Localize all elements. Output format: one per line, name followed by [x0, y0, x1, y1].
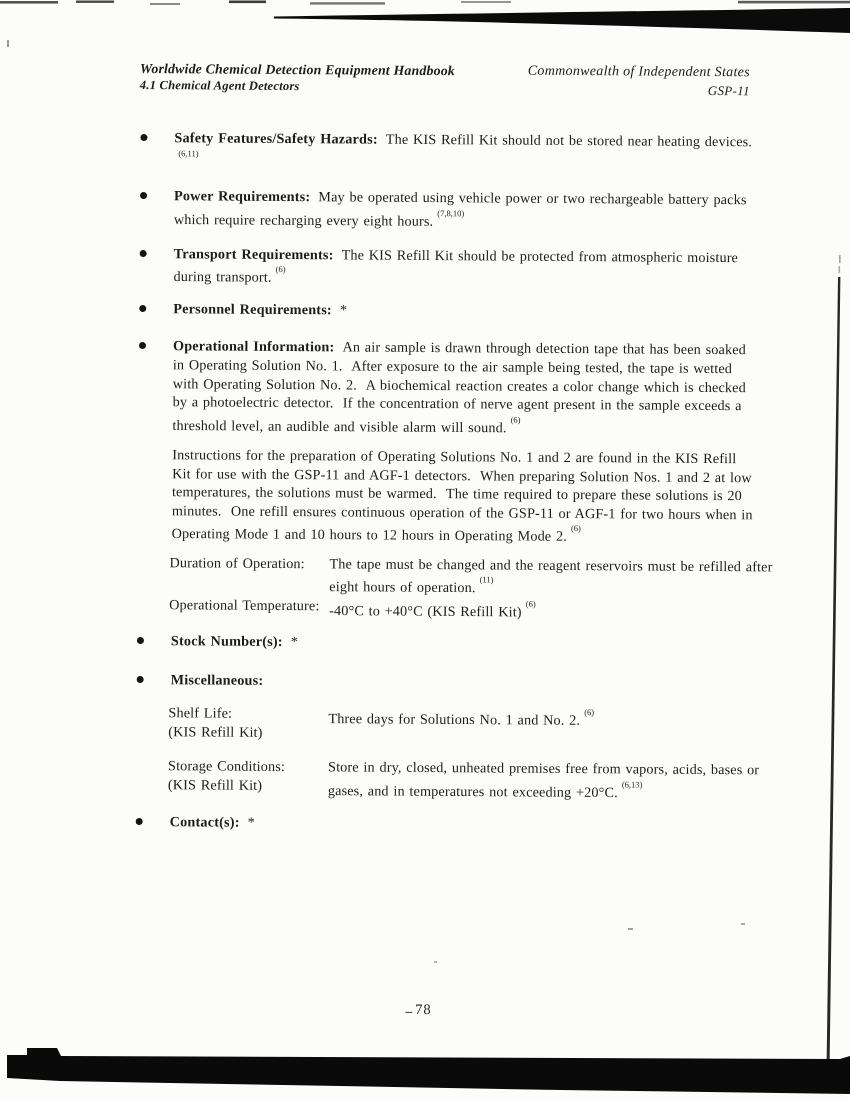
bullet-item-contact — [135, 813, 757, 836]
row-shelf-life — [168, 704, 757, 745]
field-text-operational: An air sample is drawn through detection tape that has been soaked in Operating Solution No. 1. After exposure to the air sample being tested, the tape is wetted with Operating Solution No. 2. A biochemical reaction creates a color change which is checked by a photoelectric detector. If the concentration of nerve agent present in the sample exceeds a threshold level, an audible and visible alarm will sound. — [172, 339, 751, 437]
asterisk-placeholder: * — [339, 302, 348, 319]
footnote-ref: (6,13) — [621, 779, 643, 790]
field-label-contact: Contact(s): — [169, 814, 240, 832]
storage-conditions-label — [168, 758, 328, 801]
row-operational-temperature — [169, 596, 758, 623]
bullet-item-transport — [138, 245, 760, 291]
header-right — [528, 63, 750, 100]
storage-conditions-label-line1: Storage Conditions: — [168, 758, 286, 776]
bullet-icon — [140, 250, 147, 257]
bullet-icon — [140, 192, 147, 199]
bullet-icon — [139, 342, 146, 349]
footnote-ref: (6) — [584, 707, 595, 718]
field-text-transport: The KIS Refill Kit should be protected from atmospheric moisture during transport. — [173, 247, 743, 287]
bullet-item-miscellaneous — [136, 671, 758, 694]
storage-conditions-text: Store in dry, closed, unheated premises free from vapors, acids, bases or gases, and in temperatures not exceeding +20°C. — [327, 759, 764, 802]
footnote-ref: (6) — [570, 523, 581, 534]
storage-conditions-value — [328, 759, 783, 804]
model-number: GSP-11 — [707, 82, 750, 99]
field-label-power: Power Requirements: — [173, 188, 311, 206]
header-left — [140, 60, 455, 97]
bullet-item-operational — [137, 337, 760, 439]
temperature-text: -40°C to +40°C (KIS Refill Kit) — [329, 602, 522, 621]
duration-text: The tape must be changed and the reagent reservoirs must be refilled after eight hours of operation. — [329, 556, 778, 597]
row-storage-conditions — [167, 758, 764, 804]
bullet-item-safety — [139, 129, 761, 175]
field-label-safety: Safety Features/Safety Hazards: — [174, 130, 378, 148]
row-duration-of-operation — [169, 554, 778, 600]
shelf-life-label-line2: (KIS Refill Kit) — [168, 724, 263, 741]
temperature-label: Operational Temperature: — [169, 596, 320, 614]
footnote-ref: (7,8,10) — [437, 207, 465, 218]
region-title: Commonwealth of Independent States — [527, 63, 750, 81]
bullet-item-personnel — [138, 300, 760, 323]
footnote-ref: (6) — [525, 598, 536, 609]
temperature-value — [329, 597, 784, 624]
shelf-life-label — [168, 704, 328, 742]
page-number: 78 — [0, 999, 843, 1022]
field-label-transport: Transport Requirements: — [173, 246, 334, 264]
field-text-power: May be operated using vehicle power or two rechargeable battery packs which require recharging every eight hours. — [173, 189, 752, 230]
footnote-ref: (6,11) — [178, 147, 199, 159]
bullet-icon — [136, 818, 143, 825]
footnote-ref: (6) — [275, 264, 286, 275]
handbook-title: Worldwide Chemical Detection Equipment Handbook — [139, 60, 455, 79]
field-label-operational: Operational Information: — [172, 338, 335, 356]
bullet-icon — [137, 676, 144, 683]
field-label-stock: Stock Number(s): — [170, 633, 283, 651]
asterisk-placeholder: * — [290, 634, 298, 651]
duration-label: Duration of Operation: — [169, 554, 305, 572]
bullet-icon — [139, 305, 146, 312]
footnote-ref: (6) — [510, 414, 521, 425]
duration-value — [329, 555, 784, 600]
storage-conditions-label-line2: (KIS Refill Kit) — [167, 777, 263, 794]
bullet-item-stock — [136, 632, 758, 655]
bullet-icon — [137, 637, 144, 644]
shelf-life-text: Three days for Solutions No. 1 and No. 2. — [328, 711, 581, 730]
field-label-personnel: Personnel Requirements: — [173, 301, 332, 319]
field-text-safety: The KIS Refill Kit should not be stored near heating devices. — [385, 131, 753, 151]
footnote-ref: (11) — [479, 574, 494, 585]
shelf-life-label-line1: Shelf Life: — [168, 705, 233, 722]
asterisk-placeholder: * — [247, 815, 255, 832]
instructions-text: Instructions for the preparation of Operating Solutions No. 1 and 2 are found in the KIS Refill Kit for use with the GSP-11 and AGF-1 detectors. When preparing Solution Nos. 1 and 2 at low temperatures, the solutions must be warmed. The time required to prepare these solutions is 20 minutes. One refill ensures continuous operation of the GSP-11 or AGF-1 for two hours when in Operating Mode 1 and 10 hours to 12 hours in Operating Mode 2. — [171, 447, 758, 546]
bullet-icon — [140, 134, 147, 141]
shelf-life-value — [328, 706, 783, 746]
bullet-item-power — [139, 187, 761, 233]
instructions-paragraph — [172, 446, 760, 548]
page-header — [140, 60, 762, 99]
handbook-section: 4.1 Chemical Agent Detectors — [139, 77, 300, 94]
field-label-miscellaneous: Miscellaneous: — [170, 671, 264, 689]
